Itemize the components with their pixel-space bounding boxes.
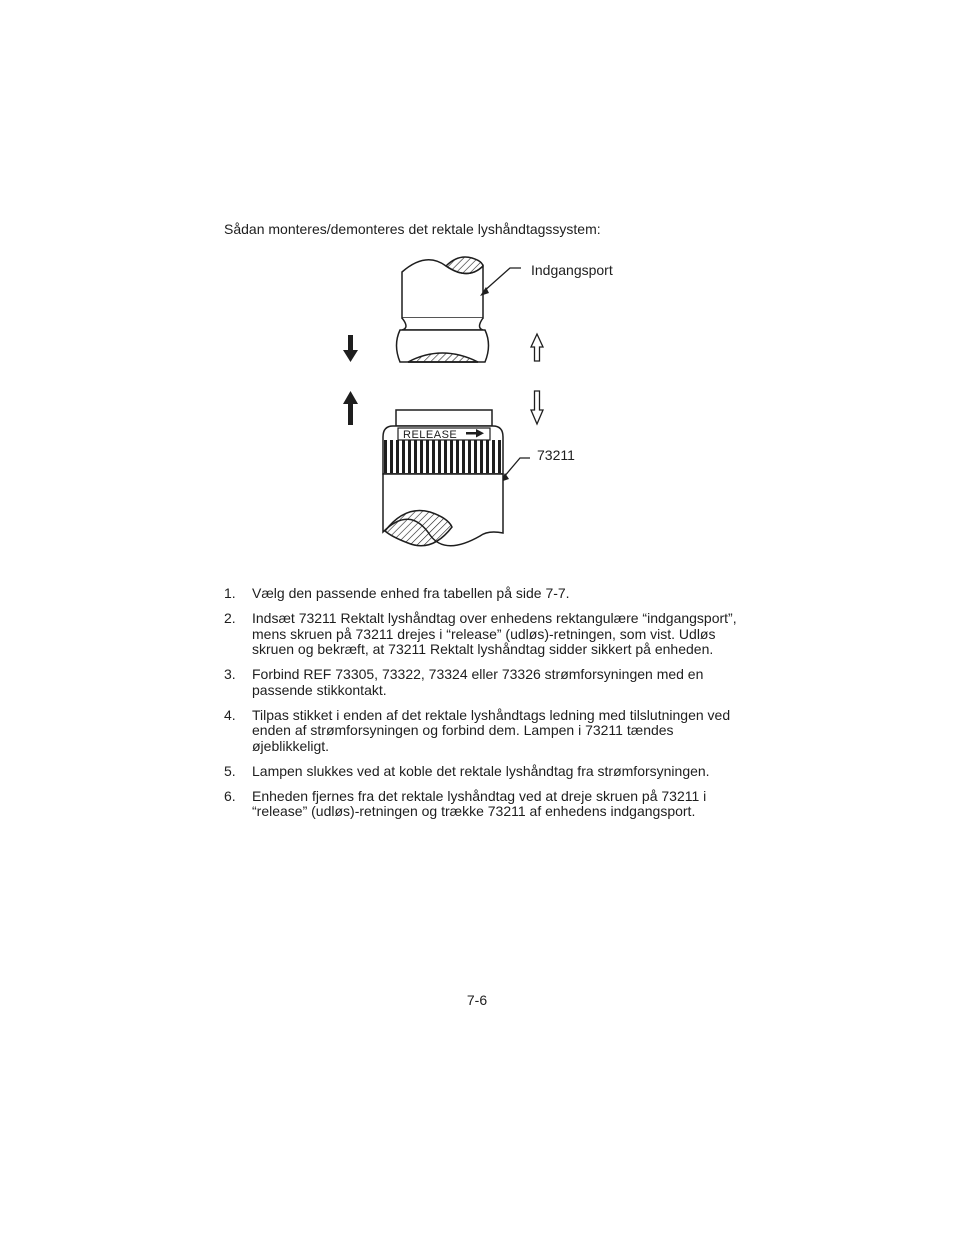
assembly-diagram xyxy=(330,252,650,552)
step-number: 2. xyxy=(224,610,236,626)
assembly-figure xyxy=(330,252,650,552)
release-text: RELEASE xyxy=(403,429,458,441)
step-number: 1. xyxy=(224,585,236,601)
step-text: Forbind REF 73305, 73322, 73324 eller 73326 strømforsyningen med en passende stikkontakt. xyxy=(252,666,704,698)
step-number: 6. xyxy=(224,787,236,804)
step-number: 4. xyxy=(224,706,236,723)
step-number: 3. xyxy=(224,666,236,682)
step-number: 5. xyxy=(224,762,236,779)
part-leader-line xyxy=(503,458,530,478)
step-text: Tilpas stikket i enden af det rektale lyshåndtags ledning med tilslutningen ved enden af strømforsyningen og forbind dem. Lampen i 73211 tændes øjeblikkeligt. xyxy=(252,706,731,754)
arrow-down-solid-icon xyxy=(343,335,358,362)
arrow-down-outline-icon xyxy=(531,391,543,424)
list-item xyxy=(224,667,744,698)
intro-text: Sådan monteres/demonteres det rektale lyshåndtagssystem: xyxy=(224,221,601,237)
step-text: Vælg den passende enhed fra tabellen på side 7-7. xyxy=(252,585,570,601)
step-text: Indsæt 73211 Rektalt lyshåndtag over enhedens rektangulære “indgangsport”, mens skruen på 73211 drejes i “release” (udløs)-retningen, som vist. Udløs skruen og bekræft, at 73211 Rektalt lyshåndtag sidder sikkert på enheden. xyxy=(252,610,737,657)
list-item xyxy=(224,764,744,780)
entry-port-unit xyxy=(397,257,489,362)
entry-port-label: Indgangsport xyxy=(531,262,613,278)
port-leader-line xyxy=(483,268,521,292)
list-item xyxy=(224,708,744,755)
arrow-up-solid-icon xyxy=(343,391,358,425)
page-number: 7-6 xyxy=(466,992,488,1008)
arrow-up-outline-icon xyxy=(531,334,543,361)
step-text: Lampen slukkes ved at koble det rektale lyshåndtag fra strømforsyningen. xyxy=(252,762,710,779)
instruction-list xyxy=(224,586,744,829)
list-item xyxy=(224,789,744,820)
part-number-label: 73211 xyxy=(537,447,575,463)
list-item xyxy=(224,611,744,658)
step-text: Enheden fjernes fra det rektale lyshåndtag ved at dreje skruen på 73211 i “release” (udløs)-retningen og trække 73211 af enhedens indgangsport. xyxy=(252,787,707,819)
list-item xyxy=(224,586,744,602)
